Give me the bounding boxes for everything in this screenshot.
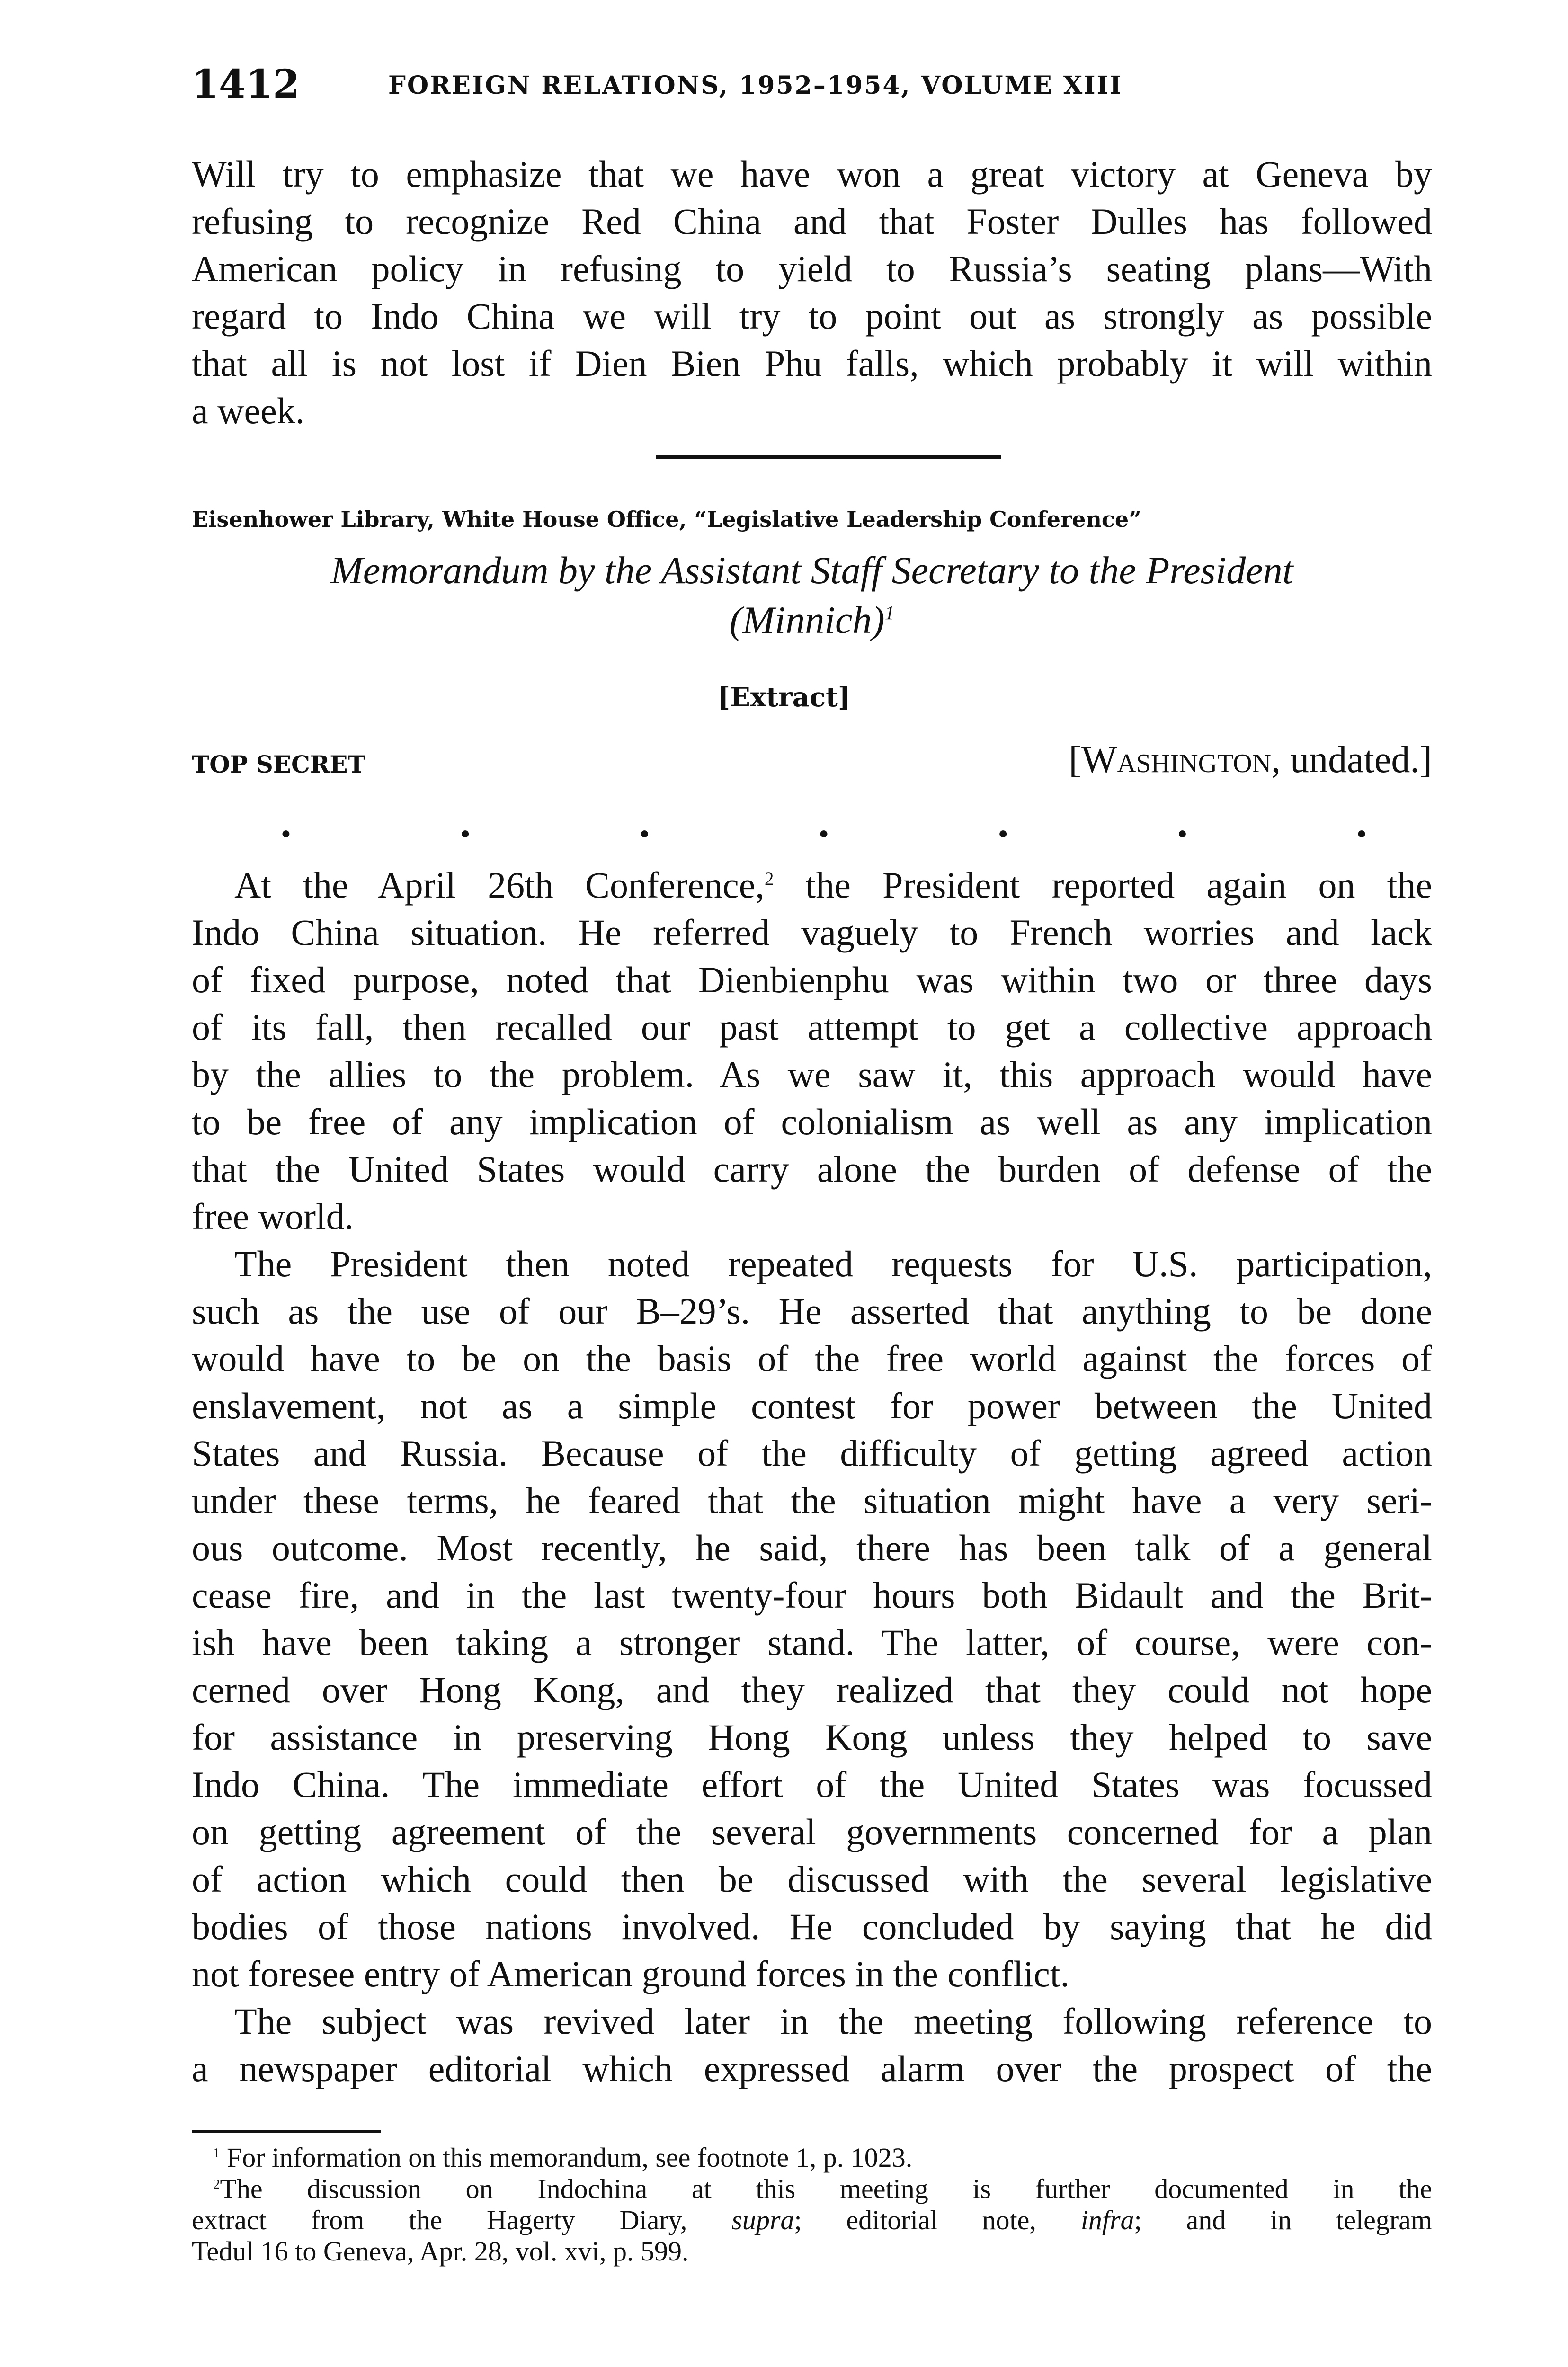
ellipsis-dot: . <box>638 801 651 846</box>
text-line: ish have been taking a stronger stand. The latter, of course, were con- <box>192 1622 1432 1663</box>
text-line: At the April 26th Conference,$^2$ the President reported again on the <box>234 864 1432 906</box>
date: , undated.] <box>1271 739 1432 781</box>
text-line: a newspaper editorial which expressed alarm over the prospect of the <box>192 2048 1432 2089</box>
place: Washington <box>1081 739 1272 781</box>
source-note: Eisenhower Library, White House Office, “Legislative Leadership Conference” <box>192 507 1141 532</box>
text-line: Indo China. The immediate effort of the United States was focussed <box>192 1764 1432 1805</box>
text-line: that all is not lost if Dien Bien Phu falls, which probably it will within <box>192 343 1432 384</box>
text-line: a week. <box>192 390 305 431</box>
text-line: to be free of any implication of colonialism as well as any implication <box>192 1101 1432 1142</box>
ellipsis-dot: . <box>458 801 472 846</box>
footnote-number: 2 <box>213 2176 220 2192</box>
ellipsis-dot: . <box>1355 801 1368 846</box>
text-line: by the allies to the problem. As we saw it, this approach would have <box>192 1054 1432 1095</box>
text-line: bodies of those nations involved. He concluded by saying that he did <box>192 1906 1432 1947</box>
ellipsis-dot: . <box>996 801 1010 846</box>
text-line: The President then noted repeated requests for U.S. participation, <box>234 1243 1432 1284</box>
text-line: Indo China situation. He referred vaguely to French worries and lack <box>192 912 1432 953</box>
footnote-ref: 1 <box>884 602 895 624</box>
text-line: such as the use of our B–29’s. He asserted that anything to be done <box>192 1290 1432 1332</box>
ellipsis <box>279 801 1368 846</box>
place-date: [Washington, undated.] <box>1069 739 1432 781</box>
document-title <box>192 547 1432 594</box>
ellipsis-dot: . <box>279 801 293 846</box>
text-line: ous outcome. Most recently, he said, there has been talk of a general <box>192 1527 1432 1568</box>
text-line: of fixed purpose, noted that Dienbienphu was within two or three days <box>192 959 1432 1000</box>
footnote-2: $^2$The discussion on Indochina at this meeting is further documented in the <box>213 2173 1432 2204</box>
footnote-1: $^1$ For information on this memorandum, see footnote 1, p. 1023. <box>213 2142 913 2173</box>
footnote-rule <box>192 2130 381 2133</box>
footnote-number: 1 <box>213 2145 220 2161</box>
document-title-2 <box>192 596 1432 644</box>
text-line: of its fall, then recalled our past attempt to get a collective approach <box>192 1006 1432 1048</box>
text-line: not foresee entry of American ground forces in the conflict. <box>192 1953 1069 1994</box>
document-separator <box>656 455 1001 459</box>
title-line-2: (Minnich) <box>729 598 885 641</box>
page-number: 1412 <box>192 62 300 107</box>
text-line: that the United States would carry alone the burden of defense of the <box>192 1148 1432 1190</box>
text-line: enslavement, not as a simple contest for power between the United <box>192 1385 1432 1426</box>
footnote-2-line-2: extract from the Hagerty Diary, supra; editorial note, infra; and in telegram <box>192 2205 1433 2235</box>
text-line: cease fire, and in the last twenty-four hours both Bidault and the Brit- <box>192 1575 1432 1616</box>
text-line: refusing to recognize Red China and that Foster Dulles has followed <box>192 201 1432 242</box>
text-line: Will try to emphasize that we have won a great victory at Geneva by <box>192 153 1432 195</box>
title-line-1: Memorandum by the Assistant Staff Secretary to the President <box>330 549 1293 592</box>
text-line: for assistance in preserving Hong Kong unless they helped to save <box>192 1717 1432 1758</box>
text-line: States and Russia. Because of the difficulty of getting agreed action <box>192 1433 1432 1474</box>
text-line: American policy in refusing to yield to Russia’s seating plans—With <box>192 248 1432 289</box>
running-title: FOREIGN RELATIONS, 1952–1954, VOLUME XIII <box>388 71 1123 100</box>
footnote-ref: 2 <box>764 868 774 889</box>
ellipsis-dot: . <box>817 801 830 846</box>
classification: TOP SECRET <box>192 750 365 778</box>
text-line: of action which could then be discussed with the several legislative <box>192 1859 1432 1900</box>
text-line: on getting agreement of the several governments concerned for a plan <box>192 1811 1432 1852</box>
text-line: regard to Indo China we will try to point out as strongly as possible <box>192 295 1432 337</box>
text-line: free world. <box>192 1196 354 1237</box>
footnote-2-line-3: Tedul 16 to Geneva, Apr. 28, vol. xvi, p. 599. <box>192 2236 689 2267</box>
text-line: cerned over Hong Kong, and they realized that they could not hope <box>192 1669 1432 1710</box>
text-line: would have to be on the basis of the free world against the forces of <box>192 1338 1432 1379</box>
ellipsis-dot: . <box>1176 801 1189 846</box>
text-line: under these terms, he feared that the situation might have a very seri- <box>192 1480 1432 1521</box>
extract-label: [Extract] <box>717 682 851 713</box>
text-line: The subject was revived later in the meeting following reference to <box>234 2001 1432 2042</box>
